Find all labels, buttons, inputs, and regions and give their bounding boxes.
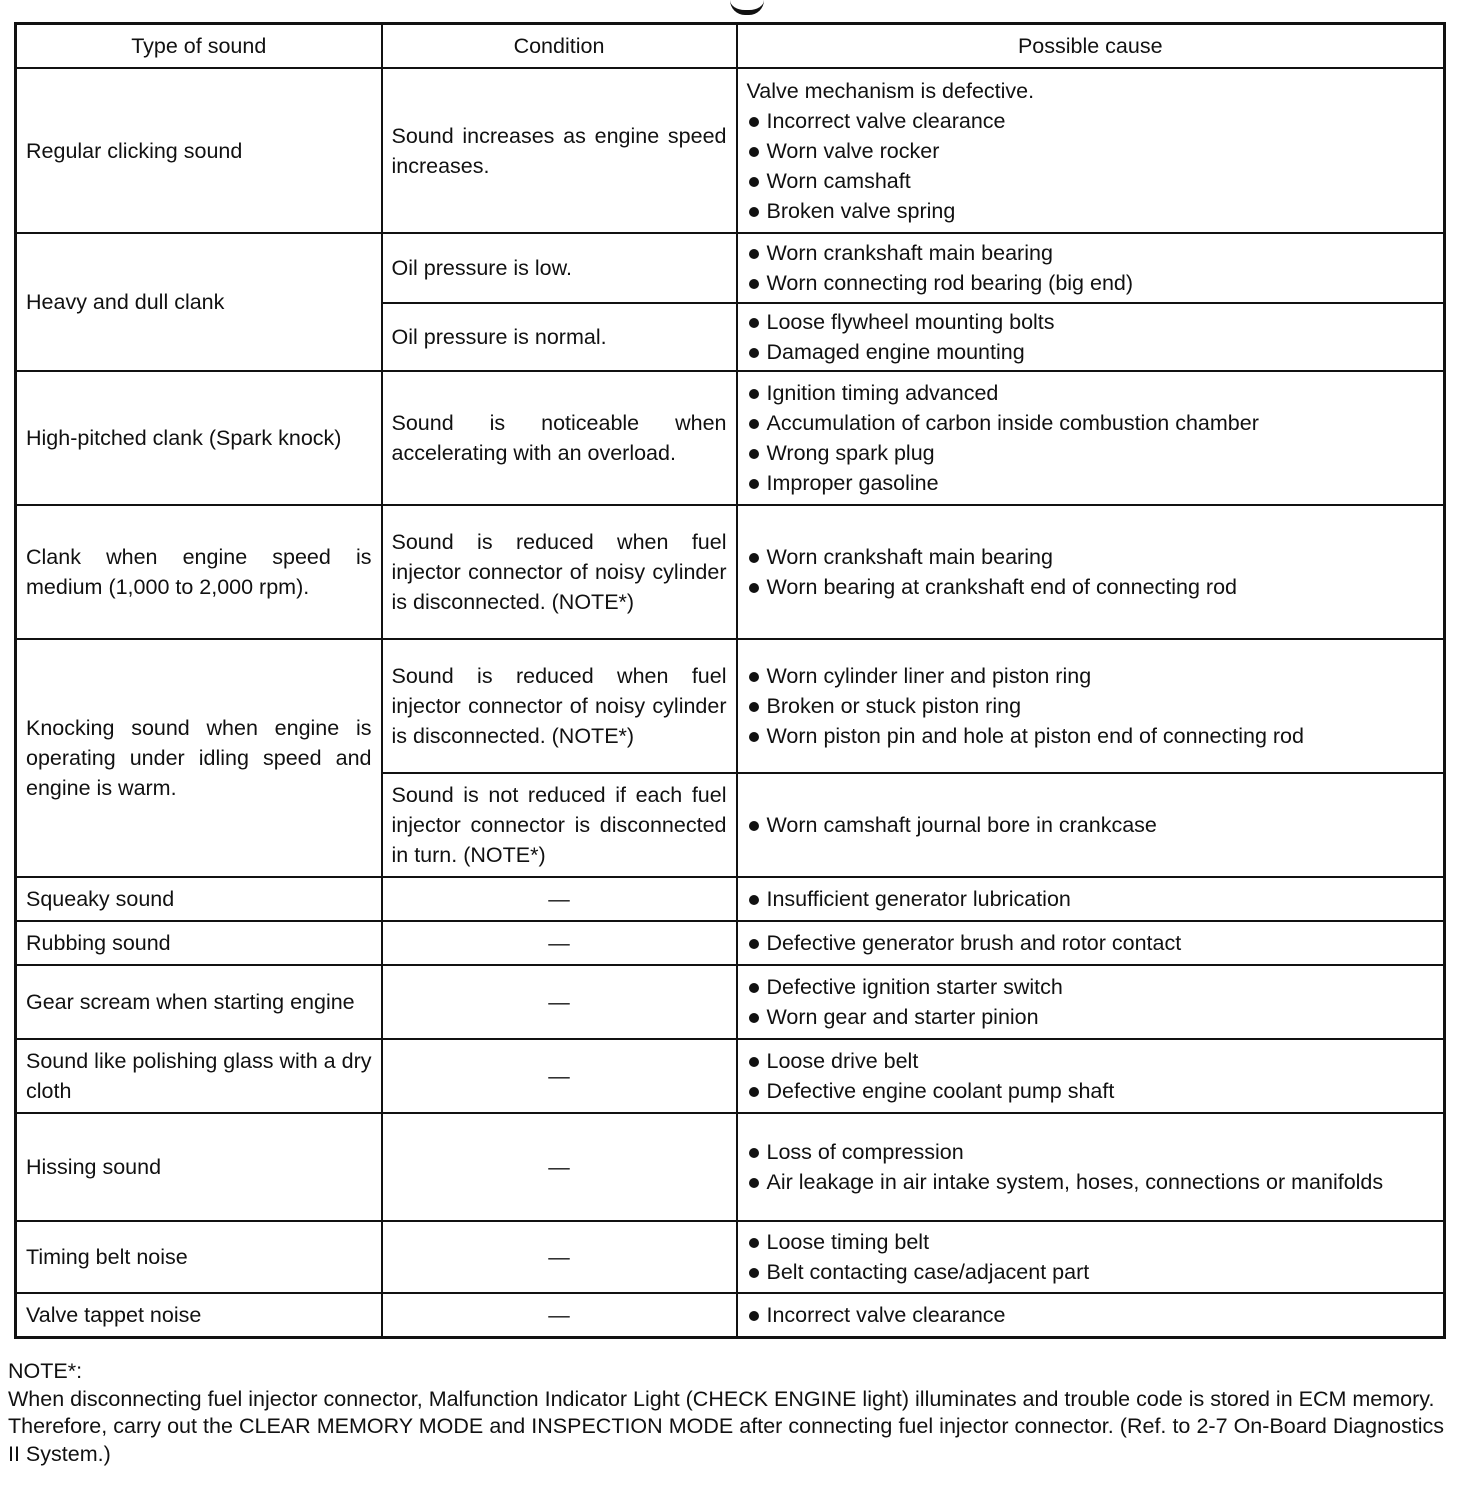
cause-item: Ignition timing advanced bbox=[747, 378, 1435, 408]
note-line-1: When disconnecting fuel injector connector, Malfunction Indicator Light (CHECK ENGINE light) illuminates and trouble code is stored in ECM memory. bbox=[8, 1386, 1435, 1411]
cause-item: Worn bearing at crankshaft end of connecting rod bbox=[747, 572, 1435, 602]
condition-cell: Sound is reduced when fuel injector connector of noisy cylinder is disconnected. (NOTE*) bbox=[382, 505, 737, 639]
cause-item: Incorrect valve clearance bbox=[747, 1300, 1435, 1330]
condition-cell: — bbox=[382, 1039, 737, 1113]
cause-item: Worn valve rocker bbox=[747, 136, 1435, 166]
condition-cell: Oil pressure is low. bbox=[382, 233, 737, 303]
cause-list bbox=[747, 661, 1435, 751]
condition-cell: Sound is noticeable when accelerating with an overload. bbox=[382, 371, 737, 505]
cause-item: Defective generator brush and rotor contact bbox=[747, 928, 1435, 958]
table-header bbox=[16, 24, 1445, 69]
table-row bbox=[16, 639, 1445, 773]
condition-cell: Sound is reduced when fuel injector connector of noisy cylinder is disconnected. (NOTE*) bbox=[382, 639, 737, 773]
condition-cell: — bbox=[382, 965, 737, 1039]
header-row bbox=[16, 24, 1445, 69]
cause-item: Loose flywheel mounting bolts bbox=[747, 307, 1435, 337]
cause-item: Worn cylinder liner and piston ring bbox=[747, 661, 1435, 691]
possible-cause-cell bbox=[737, 773, 1445, 877]
type-of-sound-cell: Valve tappet noise bbox=[16, 1293, 382, 1337]
cause-list bbox=[747, 307, 1435, 367]
table-row bbox=[16, 371, 1445, 505]
cause-item: Worn crankshaft main bearing bbox=[747, 542, 1435, 572]
cause-list bbox=[747, 1227, 1435, 1287]
condition-cell: — bbox=[382, 921, 737, 965]
type-of-sound-cell: Regular clicking sound bbox=[16, 68, 382, 233]
cause-item: Loss of compression bbox=[747, 1137, 1435, 1167]
possible-cause-cell bbox=[737, 303, 1445, 371]
possible-cause-cell bbox=[737, 639, 1445, 773]
cause-list bbox=[747, 972, 1435, 1032]
cause-item: Worn gear and starter pinion bbox=[747, 1002, 1435, 1032]
table-row bbox=[16, 921, 1445, 965]
possible-cause-cell bbox=[737, 1113, 1445, 1221]
note-heading: NOTE*: bbox=[8, 1359, 83, 1383]
header-condition: Condition bbox=[382, 24, 737, 69]
cause-item: Defective ignition starter switch bbox=[747, 972, 1435, 1002]
cause-item: Worn connecting rod bearing (big end) bbox=[747, 268, 1435, 298]
type-of-sound-cell: Timing belt noise bbox=[16, 1221, 382, 1293]
cause-item: Improper gasoline bbox=[747, 468, 1435, 498]
table-row bbox=[16, 965, 1445, 1039]
type-of-sound-cell: Clank when engine speed is medium (1,000 to 2,000 rpm). bbox=[16, 505, 382, 639]
cause-item: Broken valve spring bbox=[747, 196, 1435, 226]
cause-item: Worn crankshaft main bearing bbox=[747, 238, 1435, 268]
table-row bbox=[16, 68, 1445, 233]
condition-cell: — bbox=[382, 1221, 737, 1293]
cause-item: Air leakage in air intake system, hoses, connections or manifolds bbox=[747, 1167, 1435, 1197]
cause-item: Damaged engine mounting bbox=[747, 337, 1435, 367]
table-row bbox=[16, 1113, 1445, 1221]
possible-cause-cell bbox=[737, 965, 1445, 1039]
type-of-sound-cell: Squeaky sound bbox=[16, 877, 382, 921]
cause-item: Worn piston pin and hole at piston end of connecting rod bbox=[747, 721, 1435, 751]
type-of-sound-cell: Knocking sound when engine is operating under idling speed and engine is warm. bbox=[16, 639, 382, 877]
type-of-sound-cell: Hissing sound bbox=[16, 1113, 382, 1221]
cause-item: Belt contacting case/adjacent part bbox=[747, 1257, 1435, 1287]
condition-cell: Oil pressure is normal. bbox=[382, 303, 737, 371]
condition-cell: Sound increases as engine speed increases. bbox=[382, 68, 737, 233]
possible-cause-cell bbox=[737, 68, 1445, 233]
cause-list bbox=[747, 1046, 1435, 1106]
table-row bbox=[16, 877, 1445, 921]
cause-list bbox=[747, 810, 1435, 840]
table-row bbox=[16, 1221, 1445, 1293]
cause-list bbox=[747, 1137, 1435, 1197]
cause-item: Loose timing belt bbox=[747, 1227, 1435, 1257]
cause-list bbox=[747, 378, 1435, 498]
cause-list bbox=[747, 928, 1435, 958]
table-row bbox=[16, 233, 1445, 303]
table-row bbox=[16, 505, 1445, 639]
cause-list bbox=[747, 1300, 1435, 1330]
table-row bbox=[16, 1293, 1445, 1337]
engine-noise-table bbox=[14, 22, 1446, 1339]
possible-cause-cell bbox=[737, 371, 1445, 505]
cause-item: Broken or stuck piston ring bbox=[747, 691, 1435, 721]
cause-intro-text: Valve mechanism is defective. bbox=[746, 78, 1035, 103]
cause-item: Loose drive belt bbox=[747, 1046, 1435, 1076]
cause-list bbox=[747, 106, 1435, 226]
cause-item: Insufficient generator lubrication bbox=[747, 884, 1435, 914]
possible-cause-cell bbox=[737, 877, 1445, 921]
page-top-mark bbox=[730, 0, 764, 15]
table-body bbox=[16, 68, 1445, 1337]
cause-item: Accumulation of carbon inside combustion chamber bbox=[747, 408, 1435, 438]
possible-cause-cell bbox=[737, 1293, 1445, 1337]
header-possible-cause: Possible cause bbox=[737, 24, 1445, 69]
condition-cell: — bbox=[382, 1113, 737, 1221]
possible-cause-cell bbox=[737, 233, 1445, 303]
possible-cause-cell bbox=[737, 921, 1445, 965]
cause-item: Worn camshaft journal bore in crankcase bbox=[747, 810, 1435, 840]
type-of-sound-cell: Sound like polishing glass with a dry cloth bbox=[16, 1039, 382, 1113]
table-row bbox=[16, 1039, 1445, 1113]
header-type-of-sound: Type of sound bbox=[16, 24, 382, 69]
cause-item: Incorrect valve clearance bbox=[747, 106, 1435, 136]
cause-item: Wrong spark plug bbox=[747, 438, 1435, 468]
type-of-sound-cell: High-pitched clank (Spark knock) bbox=[16, 371, 382, 505]
condition-cell: — bbox=[382, 877, 737, 921]
cause-list bbox=[747, 238, 1435, 298]
condition-cell: — bbox=[382, 1293, 737, 1337]
cause-item: Worn camshaft bbox=[747, 166, 1435, 196]
cause-item: Defective engine coolant pump shaft bbox=[747, 1076, 1435, 1106]
cause-list bbox=[747, 884, 1435, 914]
condition-cell: Sound is not reduced if each fuel injector connector is disconnected in turn. (NOTE*) bbox=[382, 773, 737, 877]
note-line-2: Therefore, carry out the CLEAR MEMORY MODE and INSPECTION MODE after connecting fuel injector connector. (Ref. to 2-7 On-Board Diagnostics II System.) bbox=[8, 1414, 1444, 1466]
type-of-sound-cell: Heavy and dull clank bbox=[16, 233, 382, 371]
possible-cause-cell bbox=[737, 1039, 1445, 1113]
cause-list bbox=[747, 542, 1435, 602]
possible-cause-cell bbox=[737, 505, 1445, 639]
possible-cause-cell bbox=[737, 1221, 1445, 1293]
note-block bbox=[8, 1358, 1444, 1468]
type-of-sound-cell: Gear scream when starting engine bbox=[16, 965, 382, 1039]
type-of-sound-cell: Rubbing sound bbox=[16, 921, 382, 965]
